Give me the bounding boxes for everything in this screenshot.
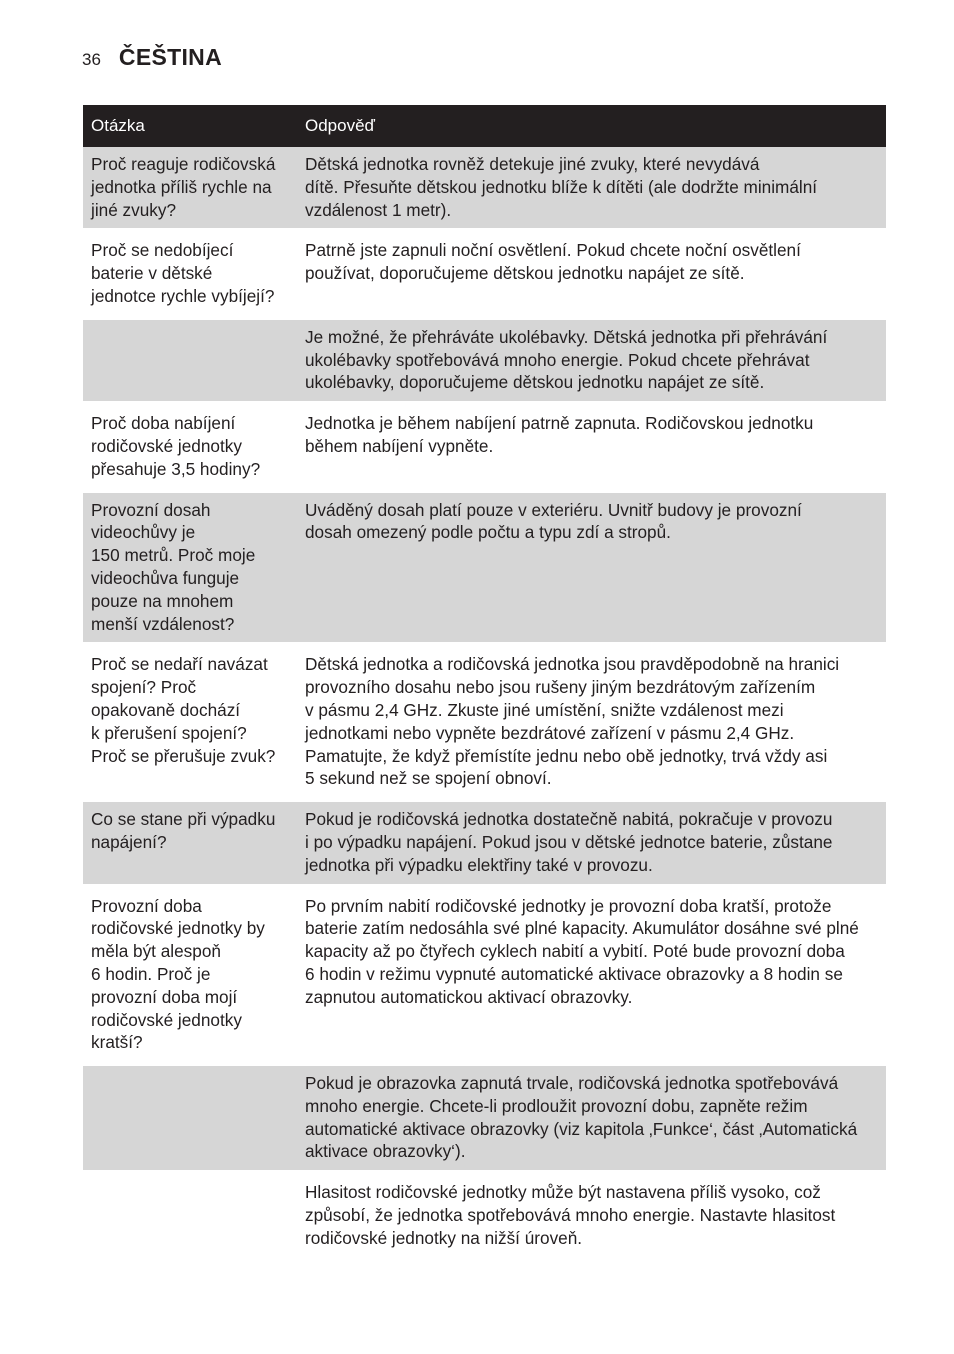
table-header-row	[83, 105, 886, 147]
answer-cell: Dětská jednotka rovněž detekuje jiné zvuky, které nevydává dítě. Přesuňte dětskou jednotku blíže k dítěti (ale dodržte minimální vzdálenost 1 metr).	[297, 147, 886, 231]
faq-table	[83, 105, 886, 1257]
table-row	[83, 800, 886, 886]
table-row	[83, 147, 886, 231]
section-title: ČEŠTINA	[118, 44, 222, 70]
answer-cell: Pokud je rodičovská jednotka dostatečně nabitá, pokračuje v provozu i po výpadku napájení. Pokud jsou v dětské jednotce baterie, zůstane jednotka při výpadku elektřiny také v provozu.	[297, 800, 886, 886]
answer-cell: Hlasitost rodičovské jednotky může být nastavena příliš vysoko, což způsobí, že jednotka spotřebovává mnoho energie. Nastavte hlasitost rodičovské jednotky na nižší úroveň.	[297, 1173, 886, 1257]
table-row	[83, 231, 886, 317]
table-row	[83, 645, 886, 800]
answer-cell: Pokud je obrazovka zapnutá trvale, rodičovská jednotka spotřebovává mnoho energie. Chcete-li prodloužit provozní dobu, zapněte režim automatické aktivace obrazovky (viz kapitola ‚Funkce‘, část ‚Automatická aktivace obrazovky‘).	[297, 1064, 886, 1173]
answer-cell: Je možné, že přehráváte ukolébavky. Dětská jednotka při přehrávání ukolébavky spotřebovává mnoho energie. Pokud chcete přehrávat ukolébavky, doporučujeme dětskou jednotku napájet ze sítě.	[297, 317, 886, 403]
answer-cell: Patrně jste zapnuli noční osvětlení. Pokud chcete noční osvětlení používat, doporučujeme dětskou jednotku napájet ze sítě.	[297, 231, 886, 317]
question-cell	[83, 1173, 297, 1257]
question-cell	[83, 1064, 297, 1173]
table-row	[83, 1173, 886, 1257]
column-header-question: Otázka	[83, 105, 297, 147]
page-header	[82, 44, 222, 78]
column-header-answer: Odpověď	[297, 105, 886, 147]
question-cell: Proč reaguje rodičovská jednotka příliš rychle na jiné zvuky?	[83, 147, 297, 231]
question-cell: Co se stane při výpadku napájení?	[83, 800, 297, 886]
page-number: 36	[82, 50, 101, 69]
table-row	[83, 490, 886, 645]
question-cell: Proč doba nabíjení rodičovské jednotky přesahuje 3,5 hodiny?	[83, 404, 297, 490]
question-cell: Provozní doba rodičovské jednotky by měla být alespoň 6 hodin. Proč je provozní doba mojí rodičovské jednotky kratší?	[83, 886, 297, 1064]
answer-cell: Uváděný dosah platí pouze v exteriéru. Uvnitř budovy je provozní dosah omezený podle počtu a typu zdí a stropů.	[297, 490, 886, 645]
table-body	[83, 147, 886, 1257]
table-row	[83, 317, 886, 403]
table-header	[83, 105, 886, 147]
question-cell: Proč se nedaří navázat spojení? Proč opakovaně dochází k přerušení spojení? Proč se přerušuje zvuk?	[83, 645, 297, 800]
table-row	[83, 404, 886, 490]
answer-cell: Dětská jednotka a rodičovská jednotka jsou pravděpodobně na hranici provozního dosahu nebo jsou rušeny jiným bezdrátovým zařízením v pásmu 2,4 GHz. Zkuste jiné umístění, snižte vzdálenost mezi jednotkami nebo vypněte bezdrátové zařízení v pásmu 2,4 GHz. Pamatujte, že když přemístíte jednu nebo obě jednotky, trvá vždy asi 5 sekund než se spojení obnoví.	[297, 645, 886, 800]
question-cell: Proč se nedobíjecí baterie v dětské jednotce rychle vybíjejí?	[83, 231, 297, 317]
answer-cell: Jednotka je během nabíjení patrně zapnuta. Rodičovskou jednotku během nabíjení vypněte.	[297, 404, 886, 490]
table-row	[83, 1064, 886, 1173]
table-row	[83, 886, 886, 1064]
question-cell: Provozní dosah videochůvy je 150 metrů. Proč moje videochůva funguje pouze na mnohem menší vzdálenost?	[83, 490, 297, 645]
answer-cell: Po prvním nabití rodičovské jednotky je provozní doba kratší, protože baterie zatím nedosáhla své plné kapacity. Akumulátor dosáhne své plné kapacity až po čtyřech cyklech nabití a vybití. Poté bude provozní doba 6 hodin v režimu vypnuté automatické aktivace obrazovky a 8 hodin se zapnutou automatickou aktivací obrazovky.	[297, 886, 886, 1064]
question-cell	[83, 317, 297, 403]
